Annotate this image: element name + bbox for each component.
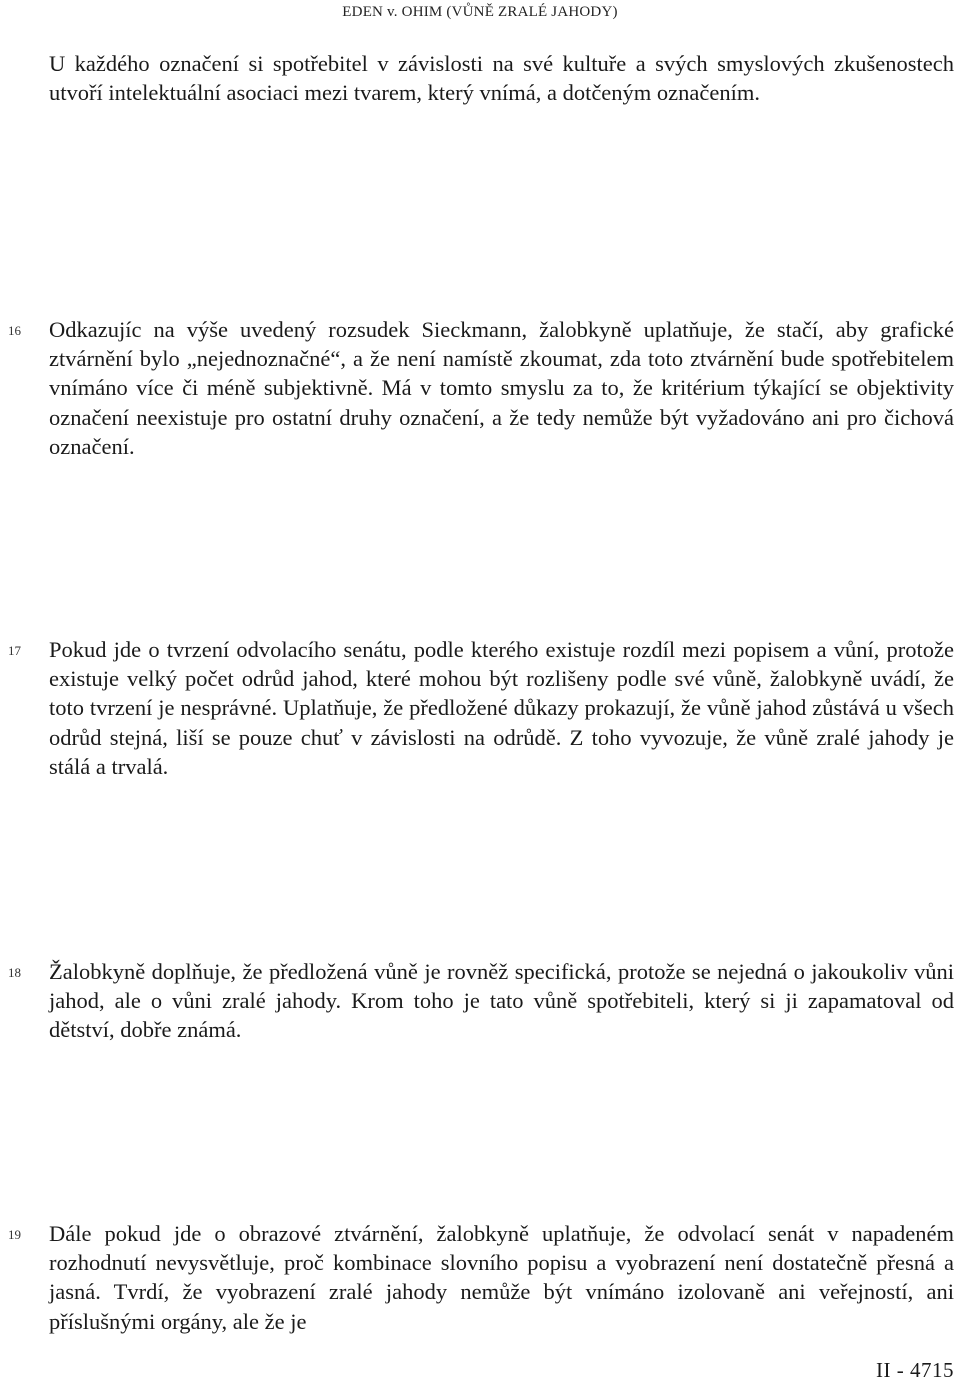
paragraph-19: Dále pokud jde o obrazové ztvárnění, žalobkyně uplatňuje, že odvolací senát v napadeném rozhodnutí nevysvětluje, proč kombinace slovního popisu a vyobrazení není dostatečně přesná a jasná. Tvrdí, že vyobrazení zralé jahody nemůže být vnímáno izolovaně ani veřejností, ani příslušnými orgány, ale že je bbox=[49, 1221, 954, 1334]
paragraph-18: Žalobkyně doplňuje, že předložená vůně je rovněž specifická, protože se nejedná o jakoukoliv vůni jahod, ale o vůni zralé jahody. Krom toho je tato vůně spotřebiteli, který si ji zapamatoval od dětství, dobře známá. bbox=[49, 959, 954, 1043]
paragraph-continued: U každého označení si spotřebitel v závislosti na své kultuře a svých smyslových zkušenostech utvoří intelektuální asociaci mezi tvarem, který vnímá, a dotčeným označením. bbox=[49, 51, 954, 106]
paragraph-number-18: 18 bbox=[8, 965, 21, 980]
paragraph-number-17: 17 bbox=[8, 643, 21, 658]
paragraph-17: Pokud jde o tvrzení odvolacího senátu, podle kterého existuje rozdíl mezi popisem a vůní, protože existuje velký počet odrůd jahod, které mohou být rozlišeny podle své vůně, žalobkyně uvádí, že toto tvrzení je nesprávné. Uplatňuje, že předložené důkazy prokazují, že vůně jahod zůstává u všech odrůd stejná, liší se pouze chuť v závislosti na odrůdě. Z toho vyvozuje, že vůně zralé jahody je stálá a trvalá. bbox=[49, 637, 954, 779]
paragraph-number-16: 16 bbox=[8, 323, 21, 338]
running-header: EDEN v. OHIM (VŮNĚ ZRALÉ JAHODY) bbox=[342, 4, 618, 20]
paragraph-16: Odkazujíc na výše uvedený rozsudek Sieckmann, žalobkyně uplatňuje, že stačí, aby grafické ztvárnění bylo „nejednoznačné“, a že není namístě zkoumat, zda toto ztvárnění bude spotřebitelem vnímáno více či méně subjektivně. Má v tomto smyslu za to, že kritérium týkající se objektivity označení neexistuje pro ostatní druhy označení, a že tedy nemůže být vyžadováno ani pro čichová označení. bbox=[49, 317, 954, 459]
page-number: II - 4715 bbox=[876, 1358, 954, 1382]
paragraph-number-19: 19 bbox=[8, 1227, 21, 1242]
